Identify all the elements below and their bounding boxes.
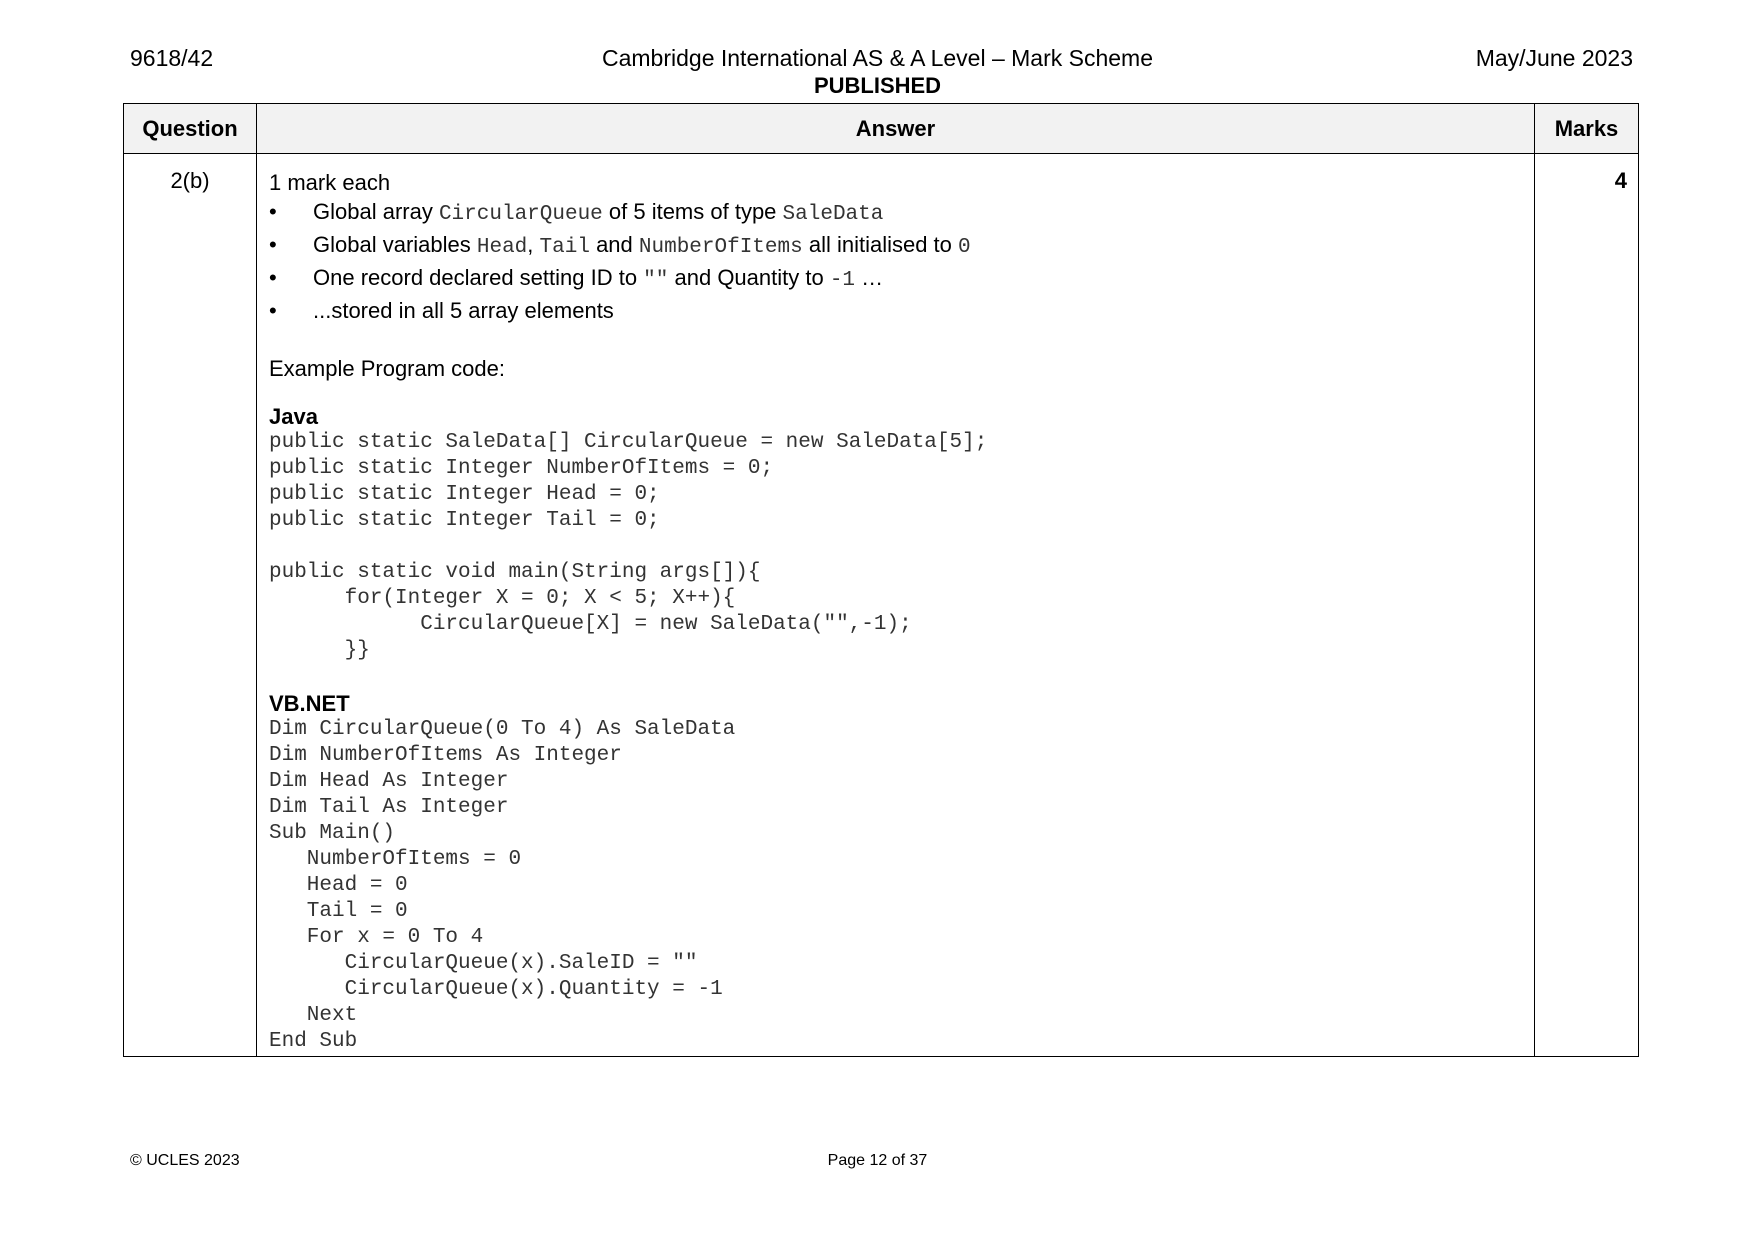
marking-point: • Global variables Head, Tail and NumberOfItems all initialised to 0 [269, 230, 1524, 263]
mark-scheme-table [123, 103, 1639, 1057]
vbnet-code-line: CircularQueue(x).Quantity = -1 [269, 978, 723, 1001]
java-code-line [269, 534, 1524, 560]
vbnet-code-line: Dim CircularQueue(0 To 4) As SaleData [269, 718, 736, 741]
vbnet-heading: VB.NET [269, 691, 350, 716]
vbnet-code-line: NumberOfItems = 0 [269, 848, 522, 871]
exam-session: May/June 2023 [1475, 45, 1633, 71]
published-label: PUBLISHED [813, 73, 942, 98]
vbnet-code-line: End Sub [269, 1030, 358, 1053]
java-code-line: public static Integer Head = 0; [269, 483, 660, 506]
vbnet-code-line: For x = 0 To 4 [269, 926, 484, 949]
vbnet-code-line: Head = 0 [269, 874, 408, 897]
table-header-row [124, 104, 1639, 154]
java-code-line: }} [269, 639, 370, 662]
java-code-line: public static Integer NumberOfItems = 0; [269, 457, 774, 480]
page-number: Page 12 of 37 [827, 1152, 928, 1169]
example-code-label: Example Program code: [269, 356, 505, 381]
java-code-line: for(Integer X = 0; X < 5; X++){ [269, 587, 736, 610]
document-title: Cambridge International AS & A Level – Mark Scheme [601, 45, 1154, 71]
marking-point: • ...stored in all 5 array elements [269, 296, 1524, 326]
question-column-header: Question [124, 104, 257, 154]
java-code-line: public static Integer Tail = 0; [269, 509, 660, 532]
vbnet-code-line: CircularQueue(x).SaleID = "" [269, 952, 698, 975]
answer-cell [257, 154, 1535, 1057]
question-number: 2(b) [124, 154, 257, 1057]
java-code-block [269, 430, 1524, 664]
vbnet-code-block [269, 717, 1524, 1055]
marks-column-header: Marks [1535, 104, 1639, 154]
vbnet-code-line: Dim NumberOfItems As Integer [269, 744, 622, 767]
marking-points-list [269, 197, 1524, 326]
answer-column-header: Answer [257, 104, 1535, 154]
vbnet-code-line: Tail = 0 [269, 900, 408, 923]
java-code-line: public static SaleData[] CircularQueue = new SaleData[5]; [269, 431, 988, 454]
mark-allocation-note: 1 mark each [269, 170, 391, 195]
vbnet-code-line: Sub Main() [269, 822, 396, 845]
copyright-notice: © UCLES 2023 [130, 1152, 240, 1169]
java-heading: Java [269, 404, 318, 429]
paper-code: 9618/42 [130, 45, 214, 71]
vbnet-code-line: Next [269, 1004, 358, 1027]
vbnet-code-line: Dim Head As Integer [269, 770, 509, 793]
marks-value: 4 [1535, 154, 1639, 1057]
java-code-line: public static void main(String args[]){ [269, 561, 761, 584]
vbnet-code-line: Dim Tail As Integer [269, 796, 509, 819]
marking-point: • Global array CircularQueue of 5 items of type SaleData [269, 197, 1524, 230]
table-row [124, 154, 1639, 1057]
marking-point: • One record declared setting ID to "" and Quantity to -1 … [269, 263, 1524, 296]
java-code-line: CircularQueue[X] = new SaleData("",-1); [269, 613, 912, 636]
